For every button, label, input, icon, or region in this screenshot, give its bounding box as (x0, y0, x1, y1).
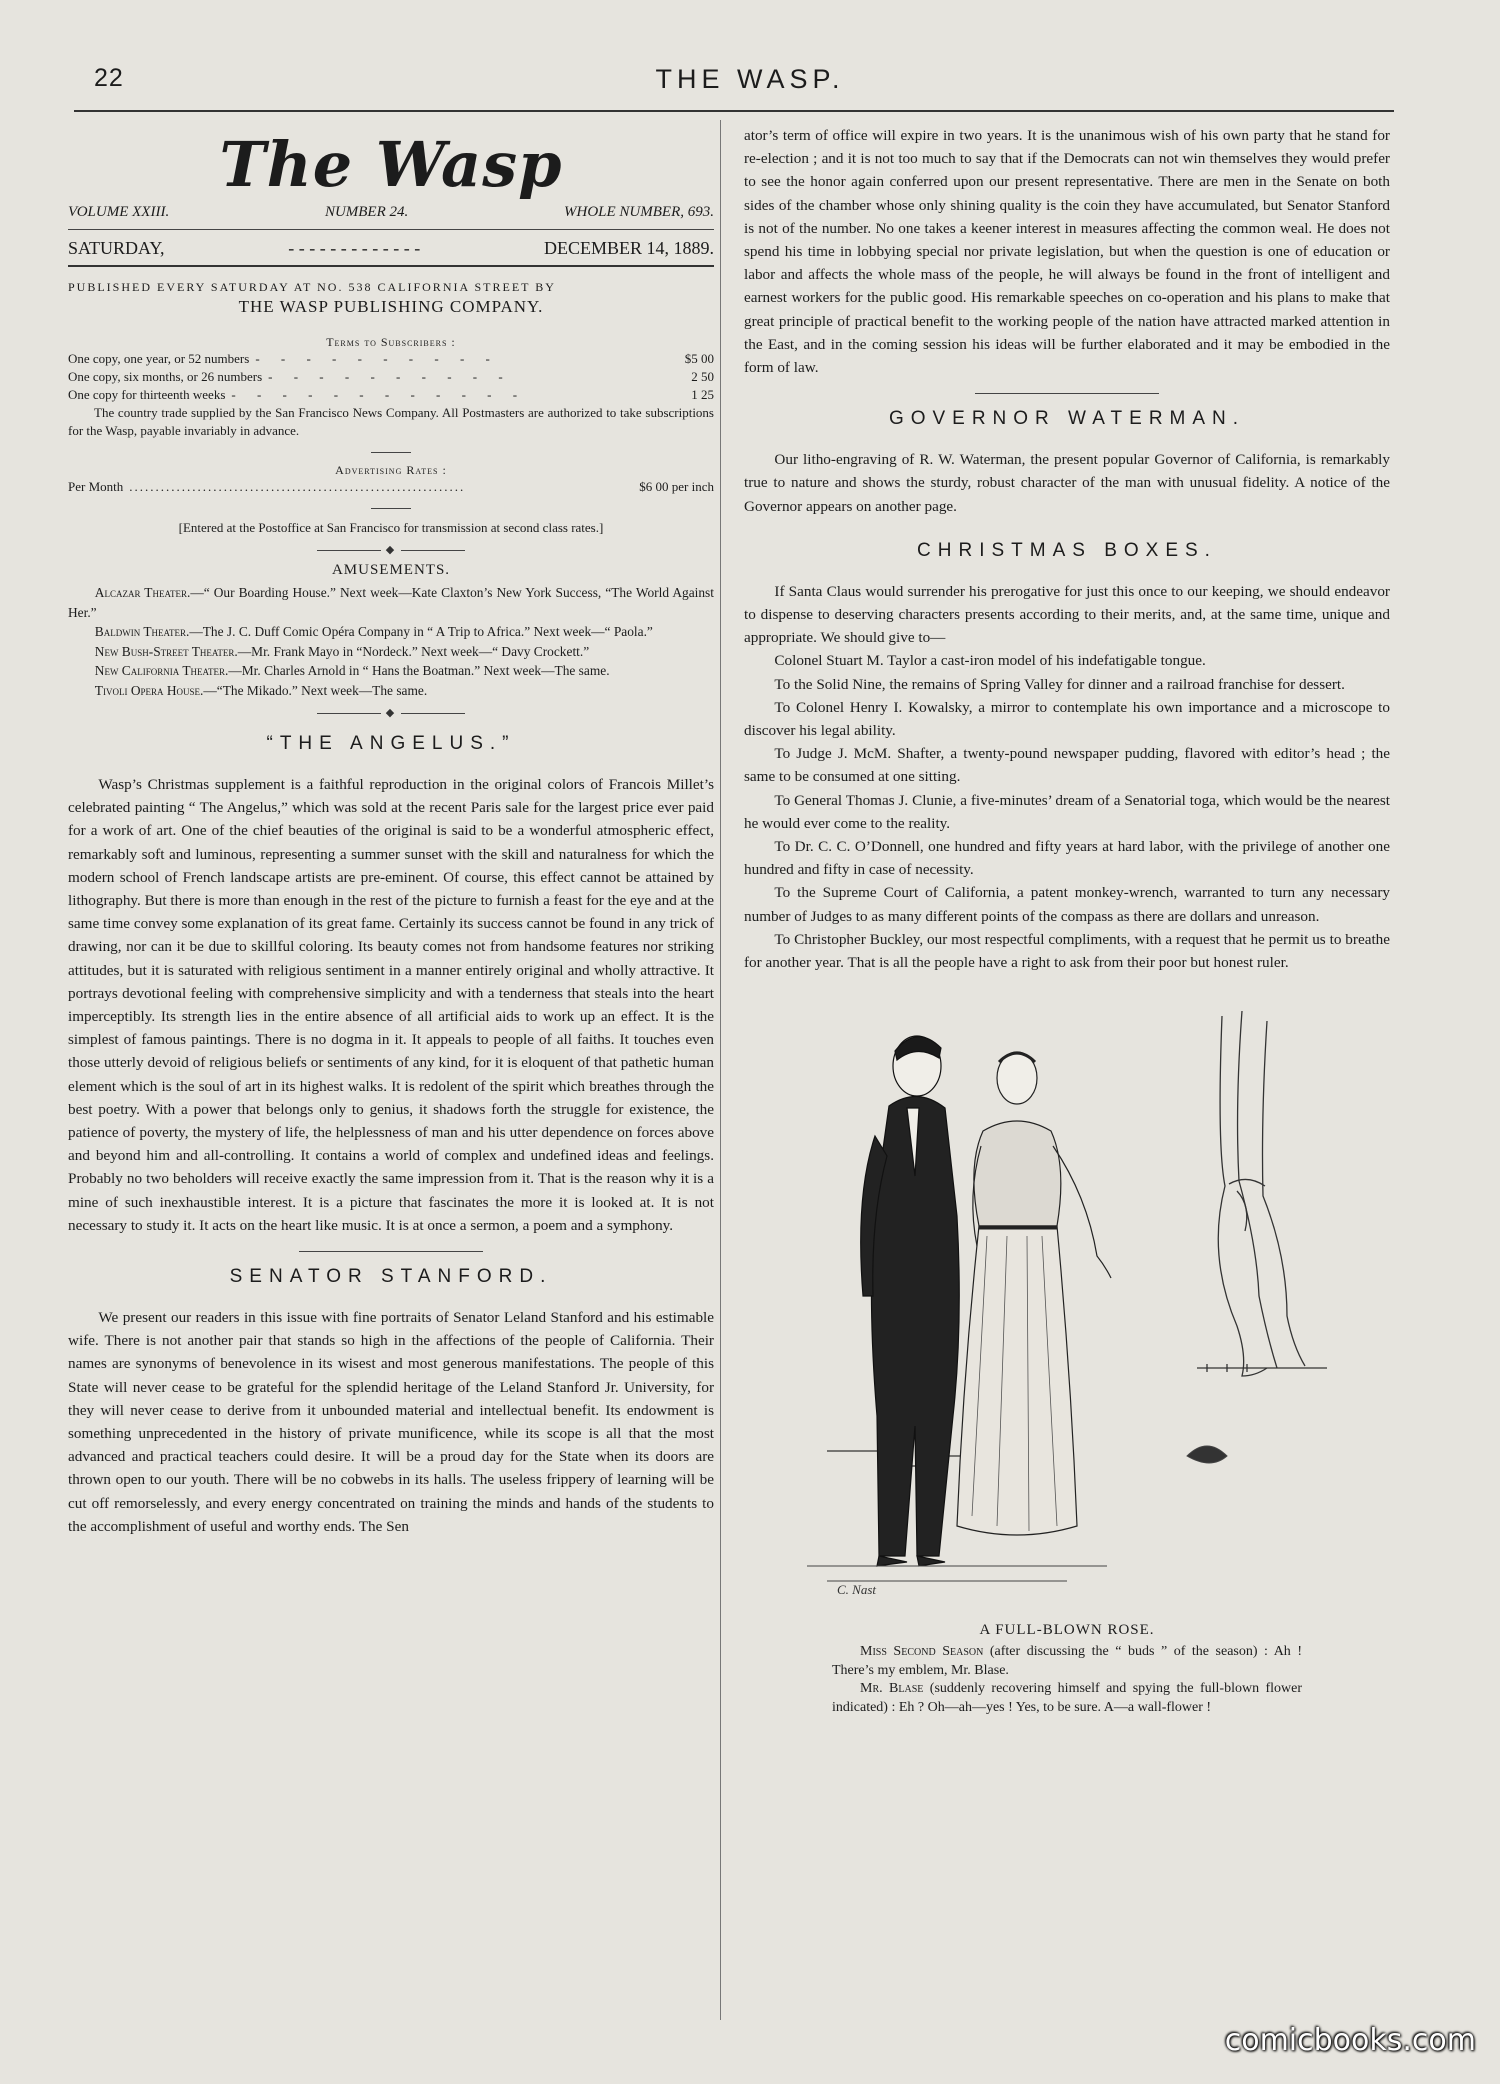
running-title: THE WASP. (655, 64, 845, 94)
cartoon-title: A FULL-BLOWN ROSE. (979, 1622, 1155, 1639)
publisher-name: THE WASP PUBLISHING COMPANY. (238, 297, 544, 316)
list-item (68, 661, 714, 681)
rate-amount: 1 25 (691, 387, 714, 402)
list-item: To General Thomas J. Clunie, a five-minutes’ dream of a Senatorial toga, which would be the nearest he would ever come to the reality. (744, 791, 1390, 832)
christmas-boxes-list (744, 580, 1390, 974)
subscription-note: The country trade supplied by the San Francisco News Company. All Postmasters are authorized to take subscriptions for the Wasp, payable invariably in advance. (68, 405, 714, 438)
caption-line: (after discussing the “ buds ” of the season) : Ah ! There’s my emblem, Mr. Blase. (832, 1644, 1303, 1678)
rate-row (68, 386, 714, 404)
issue-number: NUMBER 24. (324, 204, 409, 220)
article-body: Our litho-engraving of R. W. Waterman, the present popular Governor of California, is remarkably true to nature and shows the sturdy, robust character of the man with unusual fidelity. A notice of the Governor appears on another page. (744, 451, 1390, 515)
theater-listing: —Mr. Frank Mayo in “Nordeck.” Next week—“ Davy Crockett.” (237, 643, 590, 659)
advertising-heading: Advertising Rates : (335, 463, 447, 477)
right-column (744, 124, 1390, 1717)
advertising-row (68, 478, 714, 496)
list-item (68, 642, 714, 662)
rate-row (68, 350, 714, 368)
list-item: To Christopher Buckley, our most respectful compliments, with a request that he permit us to breathe for another year. That is all the people have a right to ask from their poor but honest ruler. (744, 930, 1390, 972)
theater-name: Alcazar Theater. (94, 585, 191, 600)
list-item: If Santa Claus would surrender his prerogative for just this once to our keeping, we should endeavor to dispense to deserving characters presents according to their merits, and, at the same time, unique and appropriate. We should give to— (744, 582, 1390, 647)
publication-notice: PUBLISHED EVERY SATURDAY AT NO. 538 CALIFORNIA STREET BY (68, 280, 556, 294)
ornament-divider: ◆ (68, 706, 714, 719)
advertising-leader: ................................................................ (129, 479, 466, 494)
advertising-label: Per Month (68, 479, 124, 494)
ornament-divider: ◆ (68, 543, 714, 556)
subscription-rates (68, 350, 714, 404)
cartoon-drawing (767, 996, 1367, 1616)
column-divider (720, 120, 721, 2020)
page-number: 22 (94, 64, 124, 92)
divider-rule (975, 393, 1159, 394)
divider-rule (299, 1251, 483, 1252)
header-rule (74, 110, 1394, 112)
rate-amount: $5 00 (684, 351, 714, 366)
rate-row (68, 368, 714, 386)
list-item (68, 583, 714, 622)
list-item: To Dr. C. C. O’Donnell, one hundred and fifty years at hard labor, with the privilege of another one hundred and fifty in case of necessity. (744, 838, 1390, 879)
rate-leader: - - - - - - - - - - (268, 369, 512, 384)
theater-listing: —“ Our Boarding House.” Next week—Kate Claxton’s New York Success, “The World Against Her.” (68, 585, 714, 620)
rate-label: One copy, one year, or 52 numbers (68, 351, 250, 366)
amusements-list (68, 583, 714, 700)
whole-number: WHOLE NUMBER, 693. (564, 204, 714, 220)
article-body: We present our readers in this issue with fine portraits of Senator Leland Stanford and his estimable wife. There is not another pair that stands so high in the affections of the people of California. Their names are synonyms of benevolence in its wisest and most generous manifestations. The people of this State will never cease to be grateful for the splendid heritage of the Leland Stanford Jr. University, for they will never cease to derive from it unbounded material and intellectual benefit. Its endowment is something unprecedented in the history of private munificence, while its scope is all that the most advanced and practical teachers could desire. It will be a proud day for the State when its doors are thrown open to our youth. There will be no cobwebs in its halls. The useless frippery of learning will be cut off remorselessly, and every energy concentrated on training the minds and hands of the students to the accomplishment of useful and worthy ends. The Sen (68, 1309, 714, 1535)
divider-rule (371, 508, 411, 509)
source-watermark: comicbooks.com (1224, 2023, 1476, 2058)
theater-listing: —The J. C. Duff Comic Opéra Company in “ A Trip to Africa.” Next week—“ Paola.” (189, 624, 653, 639)
advertising-amount: $6 00 per inch (639, 479, 714, 494)
masthead-title: The Wasp (219, 128, 563, 201)
rate-label: One copy, six months, or 26 numbers (68, 369, 263, 384)
article-body-continued: ator’s term of office will expire in two years. It is the unanimous wish of his own party that he stand for re-election ; and it is not too much to say that if the Democrats can not win themselves they would prefer to see the honor again conferred upon our present representative. There are men in the Senate on both sides of the chamber whose only shining quality is the coin they have accumulated, but Senator Stanford is not of the number. No one takes a keener interest in measures affecting the common weal. He does not spend his time in lobbying special nor private legislation, but when the question is one of education or labor and affects the whole mass of the people, he will always be found in the front of intelligent and earnest workers for the public good. His remarkable speeches on co-operation and his plans to make that great principle of practical benefit to the working people of the nation have attracted marked attention in the East, and in the coming session his ideas will be further elaborated and it may be embodied in the form of law. (744, 127, 1390, 377)
caption-speaker: Miss Second Season (860, 1644, 984, 1660)
rate-amount: 2 50 (691, 369, 714, 384)
list-item: To the Supreme Court of California, a patent monkey-wrench, warranted to turn any necessary number of Judges to as many different points of the compass as there are dollars and unreason. (744, 884, 1390, 925)
divider-rule (371, 452, 411, 453)
left-column (68, 124, 714, 1538)
theater-name: Tivoli Opera House. (94, 682, 204, 698)
volume-line (68, 204, 714, 230)
list-item: To the Solid Nine, the remains of Spring Valley for dinner and a railroad franchise for dessert. (774, 675, 1345, 693)
rate-leader: - - - - - - - - - - (255, 351, 499, 366)
list-item: To Judge J. McM. Shafter, a twenty-pound newspaper pudding, flavored with editor’s head ; the same to be consumed at one sitting. (744, 745, 1390, 786)
article-title: SENATOR STANFORD. (229, 1266, 553, 1288)
list-item: Colonel Stuart M. Taylor a cast-iron model of his indefatigable tongue. (774, 652, 1206, 670)
theater-listing: —Mr. Charles Arnold in “ Hans the Boatman.” Next week—The same. (228, 663, 610, 678)
list-item (68, 622, 714, 642)
volume: VOLUME XXIII. (68, 204, 170, 220)
entered-notice: [Entered at the Postoffice at San Francisco for transmission at second class rates.] (178, 520, 604, 535)
caption-line: (suddenly recovering himself and spying the full-blown flower indicated) : Eh ? Oh—ah—yes ! Yes, to be sure. A—a wall-flower ! (832, 1681, 1303, 1715)
list-item: To Colonel Henry I. Kowalsky, a mirror to contemplate his own importance and a microscope to discover his legal ability. (744, 698, 1390, 740)
theater-name: New Bush-Street Theater. (94, 643, 238, 659)
rate-leader: - - - - - - - - - - - - (231, 387, 527, 402)
theater-name: New California Theater. (94, 663, 229, 678)
article-title: CHRISTMAS BOXES. (917, 539, 1217, 561)
cartoon-caption (832, 1643, 1302, 1717)
article-body: Wasp’s Christmas supplement is a faithful reproduction in the original colors of Francois Millet’s celebrated painting “ The Angelus,” which was sold at the recent Paris sale for the largest price ever paid for a work of art. One of the chief beauties of the original is said to be a wonderful atmospheric effect, remarkably soft and luminous, representing a summer sunset with the skill and naturalness for which the modern school of French landscape artists are pre-eminent. Of course, this effect cannot be attained by lithography. But there is more than enough in the rest of the picture to furnish a feast for the eye and at the same time convey some explanation of its great fame. Certainly its success cannot be found in any trick of drawing, nor can it be due to skillful coloring. Its beauty comes not from handsome features nor striking attitudes, but it is saturated with religious sentiment in a manner entirely original and wholly attractive. It portrays devotional feeling with comprehensive simplicity and with a tenderness that steals into the heart imperceptibly. Its strength lies in the entire absence of all artificial aids to work up an effect. It is the simplest of famous paintings. There is no dogma in it. It appeals to people of all faiths. It touches even those utterly devoid of religious beliefs or sentiments of any kind, for it is eloquent of that pathetic human element which is the soul of art in its highest walks. It is redolent of the spirit which breathes through the best poetry. With a power that belongs only to genius, it shadows forth the struggle for existence, the patience of poverty, the mystery of life, the helplessness of man and his utter dependence on forces above and beyond him and all-controlling. It contains a world of complex and undefined ideas and feelings. Probably no two beholders will receive exactly the same impression from it. That is the reason why it is a mine of such inexhaustible interest. It is a picture that fascinates the more it is looked at. It is not necessary to study it. It acts on the heart like music. It is at once a sermon, a poem and a symphony. (68, 776, 714, 1234)
running-head (0, 64, 1500, 104)
list-item (68, 681, 714, 701)
issue-date: DECEMBER 14, 1889. (543, 238, 714, 258)
cartoon-illustration (767, 996, 1367, 1616)
date-line (68, 230, 714, 267)
caption-speaker: Mr. Blase (860, 1681, 924, 1697)
terms-heading: Terms to Subscribers : (326, 335, 456, 349)
theater-listing: —“The Mikado.” Next week—The same. (203, 682, 428, 698)
theater-name: Baldwin Theater. (94, 624, 190, 639)
issue-day: SATURDAY, (68, 238, 165, 258)
artist-signature: C. Nast (837, 1582, 877, 1598)
date-dashes: - - - - - - - - - - - - - (288, 238, 421, 258)
article-title: “THE ANGELUS.” (266, 733, 516, 754)
amusements-heading: AMUSEMENTS. (331, 562, 451, 578)
rate-label: One copy for thirteenth weeks (68, 387, 226, 402)
article-title: GOVERNOR WATERMAN. (888, 408, 1246, 430)
